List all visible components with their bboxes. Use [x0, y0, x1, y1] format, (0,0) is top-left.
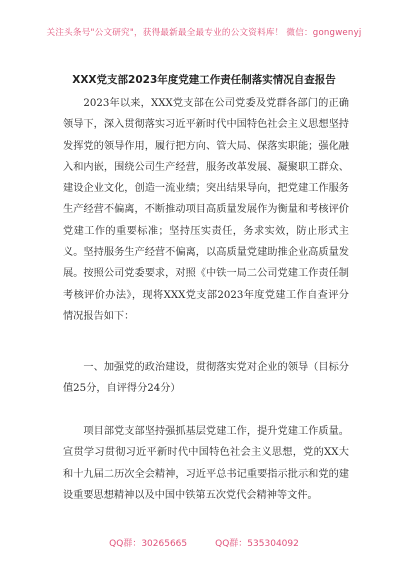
body-paragraph-section-heading: 一、加强党的政治建设，贯彻落实党对企业的领导（目标分值25分，自评得分24分） — [63, 362, 349, 395]
body-paragraph-intro: 2023年以来，XXX党支部在公司党委及党群各部门的正确领导下，深入贯彻落实习近平新时代中国特色社会主义思想坚持发挥党的领导作用，履行把方向、管大局、保落实职能；强化融入和内嵌，围绕公司生产经营，服务改革发展、凝聚职工群众、建设企业文化，创造一流业绩；突出结果导向，把党建工作服务生产经营不偏离，不断推动项目高质量发展作为衡量和考核评价党建工作的重要标准；坚持压实责任，务求实效，防止形式主义。坚持服务生产经营不偏离，以高质量党建助推企业高质量发展。按照公司党委要求，对照《中铁一局二公司党建工作责任制考核评价办法》，现将XXX党支部2023年度党建工作自查评分情况报告如下： — [63, 98, 349, 322]
header-banner: 关注头条号"公文研究"，获得最新最全最专业的公文资料库！ 微信：gongwenyj — [46, 28, 362, 38]
body-paragraph-section-content: 项目部党支部坚持强抓基层党建工作，提升党建工作质量。宣贯学习贯彻习近平新时代中国特色社会主义思想，党的XX大和十九届二历次全会精神，习近平总书记重要指示批示和党的建设重要思想精神以及中国中铁第五次党代会精神等文件。 — [63, 426, 349, 501]
document-title: XXX党支部2023年度党建工作责任制落实情况自查报告 — [72, 74, 336, 86]
footer-contacts — [0, 536, 408, 549]
footer-qq-group-2: QQ群：535304092 — [215, 539, 299, 549]
footer-qq-group-1: QQ群：30265665 — [109, 539, 188, 549]
